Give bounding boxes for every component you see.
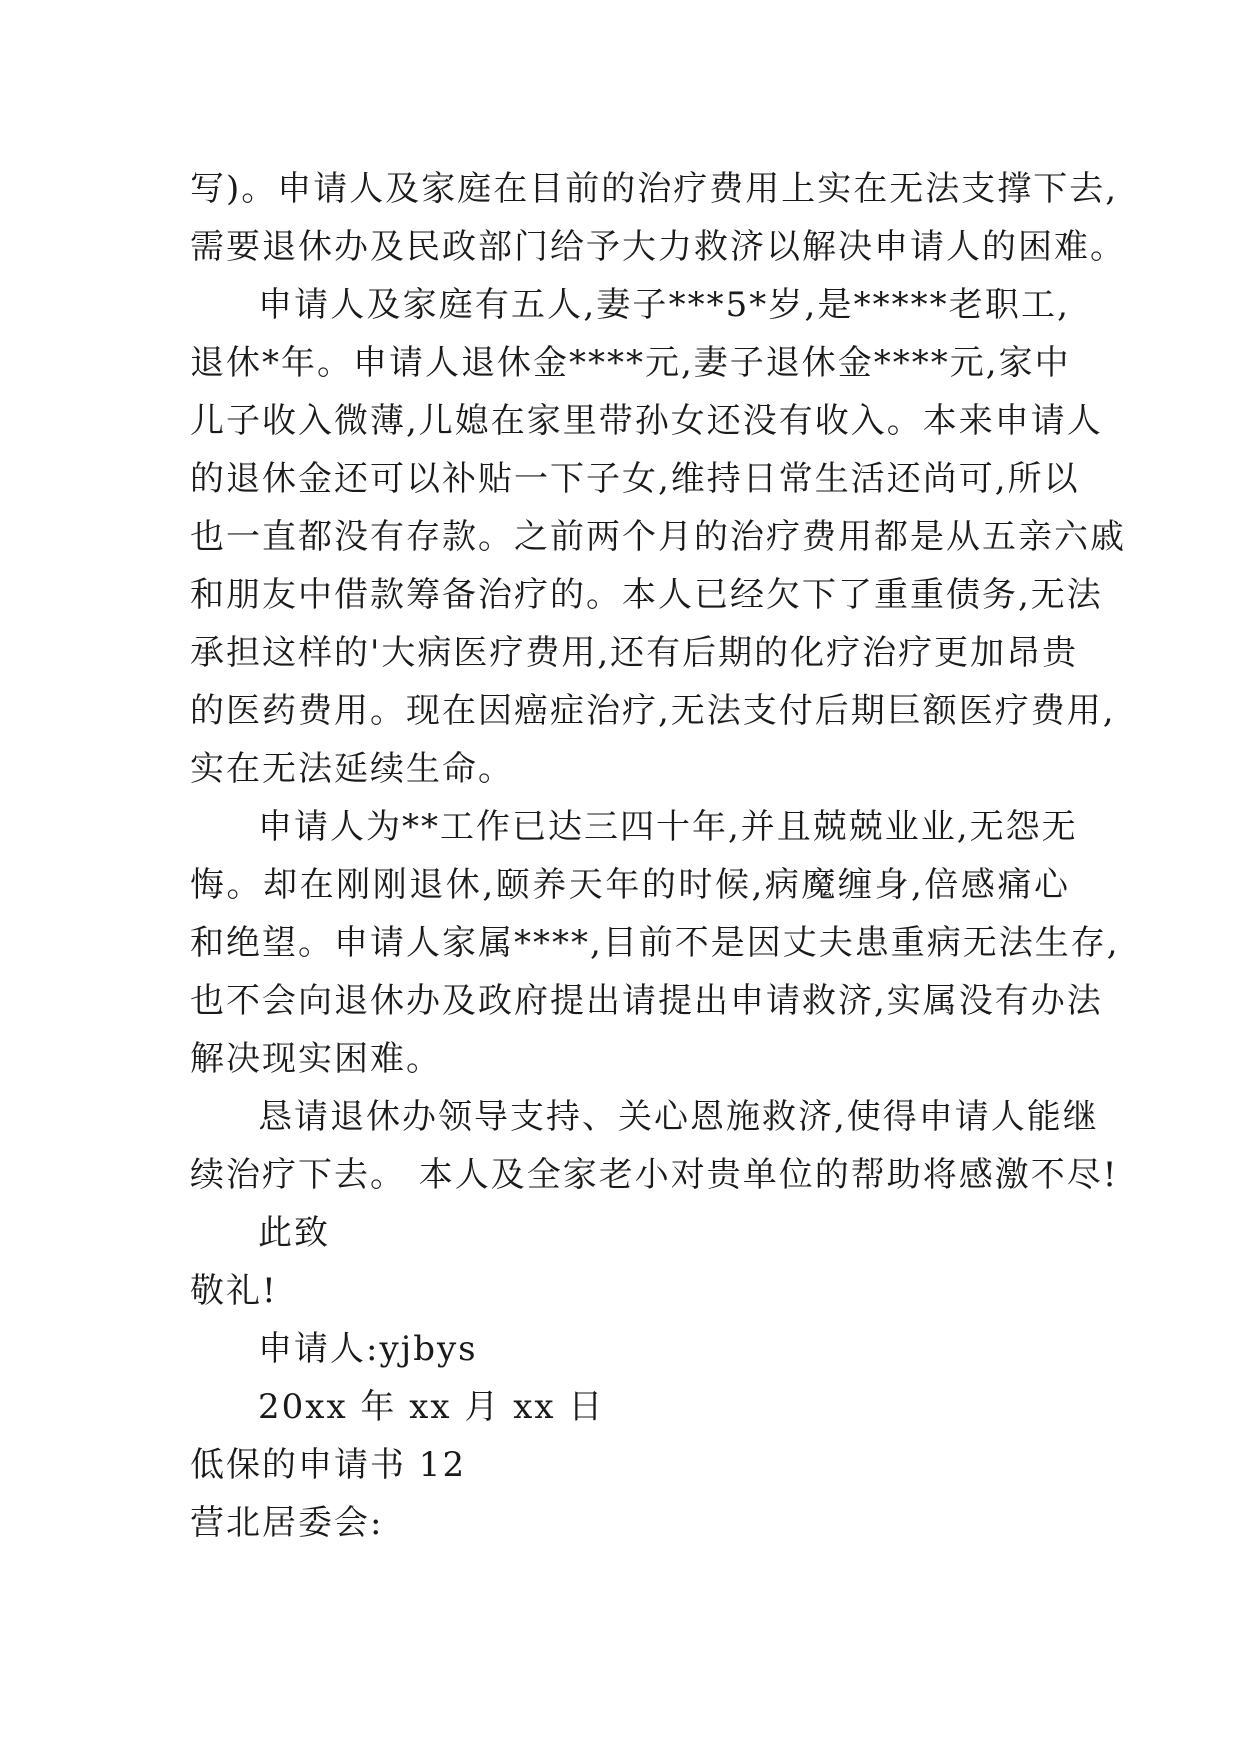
text-line-12: 申请人为**工作已达三四十年,并且兢兢业业,无怨无 — [258, 807, 1078, 847]
text-line-10: 的医药费用。现在因癌症治疗,无法支付后期巨额医疗费用, — [190, 691, 1116, 731]
text-line-7: 也一直都没有存款。之前两个月的治疗费用都是从五亲六戚 — [190, 517, 1126, 557]
closing-respect: 敬礼! — [190, 1271, 278, 1311]
applicant-signature: 申请人:yjbys — [258, 1329, 478, 1369]
text-line-17: 恳请退休办领导支持、关心恩施救济,使得申请人能继 — [258, 1097, 1099, 1137]
text-line-13: 悔。却在刚刚退休,颐养天年的时候,病魔缠身,倍感痛心 — [190, 865, 1070, 905]
text-line-2: 需要退休办及民政部门给予大力救济以解决申请人的困难。 — [190, 227, 1126, 267]
text-line-14: 和绝望。申请人家属****,目前不是因丈夫患重病无法生存, — [190, 923, 1120, 963]
text-line-3: 申请人及家庭有五人,妻子***5*岁,是*****老职工, — [258, 285, 1070, 325]
text-line-5: 儿子收入微薄,儿媳在家里带孙女还没有收入。本来申请人 — [190, 401, 1103, 441]
text-line-4: 退休*年。申请人退休金****元,妻子退休金****元,家中 — [190, 343, 1071, 383]
text-line-9: 承担这样的'大病医疗费用,还有后期的化疗治疗更加昂贵 — [190, 633, 1079, 673]
text-line-8: 和朋友中借款筹备治疗的。本人已经欠下了重重债务,无法 — [190, 575, 1103, 615]
text-line-18: 续治疗下去。 本人及全家老小对贵单位的帮助将感激不尽! — [190, 1155, 1119, 1195]
text-line-11: 实在无法延续生命。 — [190, 749, 514, 789]
letter-body — [190, 160, 1126, 1552]
text-line-1: 写)。申请人及家庭在目前的治疗费用上实在无法支撑下去, — [190, 169, 1119, 209]
closing-salutation: 此致 — [258, 1213, 330, 1253]
next-document-title: 低保的申请书 12 — [190, 1445, 467, 1485]
text-line-16: 解决现实困难。 — [190, 1039, 442, 1079]
text-line-6: 的退休金还可以补贴一下子女,维持日常生活还尚可,所以 — [190, 459, 1080, 499]
next-document-addressee: 营北居委会: — [190, 1503, 384, 1543]
text-line-15: 也不会向退休办及政府提出请提出申请救济,实属没有办法 — [190, 981, 1103, 1021]
date-line: 20xx 年 xx 月 xx 日 — [258, 1387, 605, 1427]
